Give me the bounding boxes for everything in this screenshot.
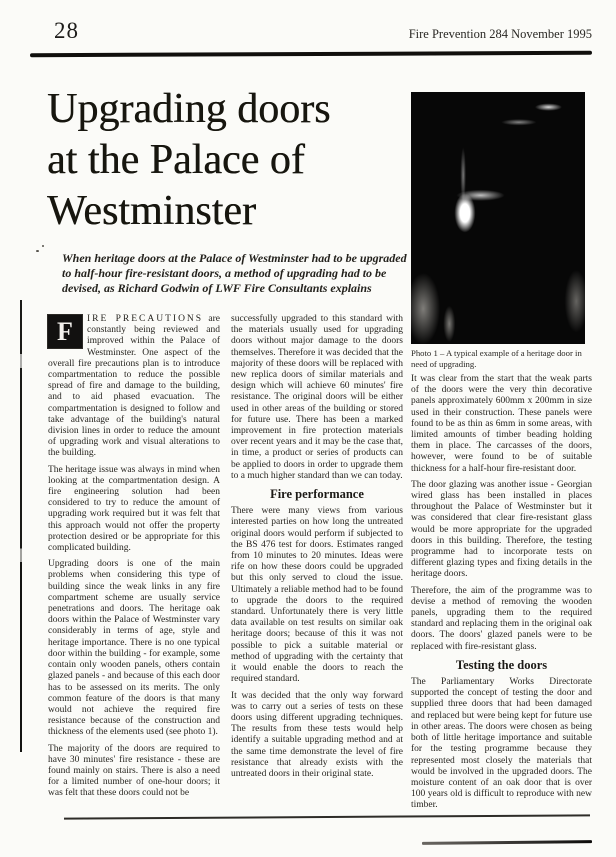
column-3 (411, 92, 592, 817)
paragraph-text: are constantly being reviewed and improved within the Palace of Westminster. One aspect of the overall fire precautions plan is to introduce compartmentation to reduce the possible spread of fire and damage to the building, and to aid phased evacuation. The compartmentation is designed to follow and take advantage of the building's natural division lines in order to reduce the amount of upgrading work and visual alterations to the building. (48, 314, 220, 459)
paragraph: It was clear from the start that the weak parts of the doors were the very thin decorative panels approximately 600mm x 200mm in size used in their construction. These panels were found to be as thin as 6mm in some areas, with limited amounts of timber beading holding them in place. The carcasses of the doors, however, were found to be of suitable thickness for a half-hour fire-resistant door. (411, 374, 592, 474)
page-number: 28 (54, 18, 79, 43)
paragraph: There were many views from various interested parties on how long the untreated original doors would perform if subjected to the BS 476 test for doors. Estimates ranged from 10 minutes to 20 minutes. Ideas were rife on how these doors could be upgraded but this only served to cloud the issue. Ultimately a reliable method had to be found to upgrade the doors to the required standard. Unfortunately there is very little data available on test results on similar oak heritage doors; because of this it was not possible to pick a suitable material or method of upgrading with the certainty that it would enable the doors to reach the required standard. (231, 506, 403, 685)
scan-speck (36, 250, 39, 252)
paragraph: The majority of the doors are required to have 30 minutes' fire resistance - these are found mainly on stairs. There is also a need for a limited number of one-hour doors; it was felt that these doors could not be (48, 743, 220, 799)
standfirst: When heritage doors at the Palace of Westminster had to be upgraded to half-hour fire-resistant doors, a method of upgrading had to be devised, as Richard Godwin of LWF Fire Consultants explains (62, 251, 407, 295)
scan-edge-artifact (20, 300, 22, 752)
article-title-line: at the Palace of (47, 137, 305, 183)
article-title-line: Westminster (47, 188, 256, 234)
paragraph: The heritage issue was always in mind when looking at the compartmentation design. A fire engineering solution had been considered to try to reduce the amount of upgrading work required but it was felt that this approach would not offer the property protection desired or be appropriate for this complicated building. (48, 464, 220, 554)
article-title-line: Upgrading doors (47, 86, 331, 132)
paragraph: The door glazing was another issue - Georgian wired glass has been installed in places throughout the Palace of Westminster but it was considered that clear fire-resistant glass would be more appropriate for the upgraded doors in this building. Therefore, the testing programme had to incorporate tests on different glazing types and fixing details in the heritage doors. (411, 479, 592, 580)
scan-speck (42, 245, 44, 247)
photo-caption: Photo 1 – A typical example of a heritage door in need of upgrading. (411, 348, 582, 369)
paragraph: Upgrading doors is one of the main problems when considering this type of building since the weak links in any fire compartment scheme are usually service penetrations and doors. The heritage oak doors within the Palace of Westminster vary considerably in terms of age, style and heritage importance. There is no one typical door within the building - for example, some contain only wooden panels, others contain glazed panels - and because of this each door has to be assessed on its merits. The only common feature of the doors is that many would not achieve the required fire resistance because of the construction and thickness of the elements used (see photo 1). (48, 559, 220, 738)
paragraph: It was decided that the only way forward was to carry out a series of tests on these doors using different upgrading techniques. The results from these tests would help identify a suitable upgrading method and at the same time demonstrate the level of fire resistance that already exists with the untreated doors in their original state. (231, 690, 403, 779)
paragraph: The Parliamentary Works Directorate supported the concept of testing the door and supplied three doors that had been damaged and replaced but were being kept for future use in other areas. The doors were chosen as being both of little heritage importance and suitable for the testing programme because they represented most closely the materials that would be involved in the upgraded doors. The moisture content of an oak door that is over 100 years old is difficult to reproduce with new timber. (411, 677, 592, 811)
lead-in-caps: IRE PRECAUTIONS (87, 314, 204, 324)
drop-cap-initial: F (48, 315, 82, 348)
paragraph: Therefore, the aim of the programme was to devise a method of removing the wooden panels, upgrading them to the required standard and replacing them in the original oak doors. The doors' glazed panels were to be replaced with fire-resistant glass. (411, 585, 592, 652)
bottom-rule (64, 814, 590, 819)
heritage-door-photo (411, 92, 585, 344)
paragraph: successfully upgraded to this standard with the materials usually used for upgrading doors without major damage to the doors themselves. Therefore it was decided that the majority of these doors will be replaced with new replica doors of similar materials and design which will achieve 60 minutes' fire resistance. The original doors will be either used in other areas of the building or stored for future use. There has been a marked improvement in fire protection materials over recent years and it may be the case that, in time, a product or series of products can be applied to doors in order to upgrade them to a much higher standard than we can today. (231, 314, 403, 481)
section-heading-testing-the-doors: Testing the doors (455, 657, 548, 672)
column-2 (231, 314, 403, 785)
article-title (47, 84, 417, 237)
paragraph (48, 314, 220, 460)
column-1 (48, 314, 220, 805)
bottom-corner-rule (422, 840, 592, 845)
header-rule (30, 51, 592, 57)
journal-title: Fire Prevention 284 November 1995 (408, 27, 592, 41)
section-heading-fire-performance: Fire performance (270, 487, 364, 502)
